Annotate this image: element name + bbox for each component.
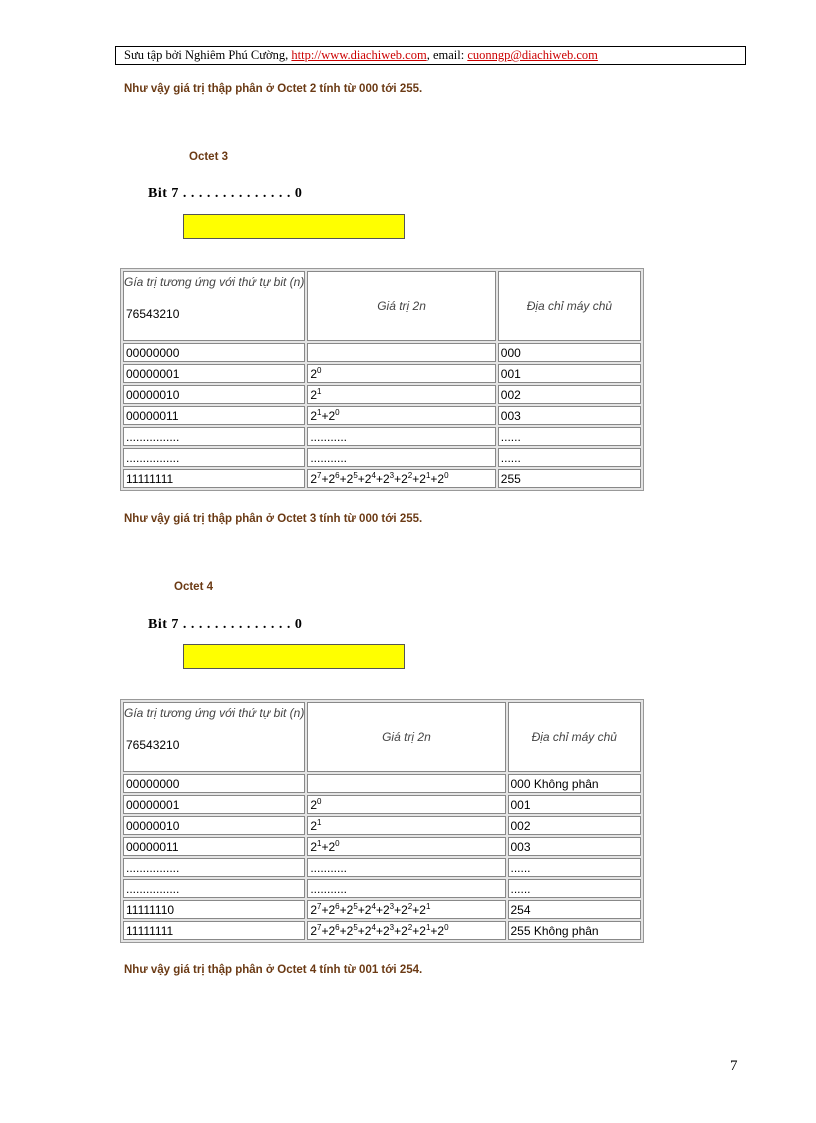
power-cell: $2^0$ xyxy=(307,364,495,383)
exponent: 1 xyxy=(317,817,322,827)
table-row xyxy=(123,837,641,856)
exponent: 0 xyxy=(317,365,322,375)
binary-cell: ................ xyxy=(123,858,305,877)
power-cell: $2^1+2^0$ xyxy=(307,837,505,856)
octet4-table xyxy=(120,699,644,943)
page-number: 7 xyxy=(730,1058,738,1074)
power-cell: ........... xyxy=(307,879,505,898)
col-address-header: Địa chỉ máy chủ xyxy=(498,271,641,341)
table-row xyxy=(123,406,641,425)
website-link[interactable]: http://www.diachiweb.com xyxy=(291,48,427,62)
power-cell: $2^1+2^0$ xyxy=(307,406,495,425)
page-header xyxy=(115,46,746,65)
address-cell: 000 xyxy=(498,343,641,362)
exponent: 1 xyxy=(425,470,431,480)
table-row xyxy=(123,795,641,814)
exponent: 1 xyxy=(317,407,322,417)
exponent: 4 xyxy=(371,922,376,932)
octet4-bit-box xyxy=(183,644,405,669)
exponent: 4 xyxy=(371,470,376,480)
address-cell: 255 Không phân xyxy=(508,921,642,940)
col-power-header: Giá trị 2n xyxy=(307,702,505,772)
power-cell: ........... xyxy=(307,427,495,446)
power-cell: $2^7+2^6+2^5+2^4+2^3+2^2+2^1+2^0$ xyxy=(307,469,495,488)
table-row xyxy=(123,448,641,467)
exponent: 6 xyxy=(335,922,340,932)
binary-cell: 00000001 xyxy=(123,364,305,383)
table-row xyxy=(123,385,641,404)
exponent: 0 xyxy=(335,407,340,417)
binary-cell: 00000000 xyxy=(123,343,305,362)
exponent: 3 xyxy=(389,470,395,480)
binary-cell: ................ xyxy=(123,448,305,467)
binary-cell: ................ xyxy=(123,879,305,898)
exponent: 7 xyxy=(317,470,322,480)
octet4-summary: Như vậy giá trị thập phân ở Octet 4 tính từ 001 tới 254. xyxy=(124,964,423,976)
power-cell xyxy=(307,774,505,793)
binary-cell: 00000001 xyxy=(123,795,305,814)
address-cell: ...... xyxy=(498,448,641,467)
address-cell: 003 xyxy=(498,406,641,425)
binary-cell: 11111110 xyxy=(123,900,305,919)
exponent: 3 xyxy=(389,922,395,932)
address-cell: 255 xyxy=(498,469,641,488)
binary-cell: 00000010 xyxy=(123,816,305,835)
octet3-bit-label: Bit 7 . . . . . . . . . . . . . . 0 xyxy=(148,186,303,201)
address-cell: 254 xyxy=(508,900,642,919)
table-row xyxy=(123,900,641,919)
address-cell: 000 Không phân xyxy=(508,774,642,793)
address-cell: ...... xyxy=(508,879,642,898)
exponent: 6 xyxy=(335,901,340,911)
table-row xyxy=(123,921,641,940)
table-row xyxy=(123,469,641,488)
power-cell: $2^0$ xyxy=(307,795,505,814)
binary-cell: 00000011 xyxy=(123,837,305,856)
octet2-summary: Như vậy giá trị thập phân ở Octet 2 tính từ 000 tới 255. xyxy=(124,83,423,95)
exponent: 1 xyxy=(317,386,322,396)
octet3-bit-box xyxy=(183,214,405,239)
exponent: 1 xyxy=(317,838,322,848)
address-cell: 002 xyxy=(508,816,642,835)
col-bit-order-header: Gía trị tương ứng với thứ tự bit (n) 76543210 xyxy=(123,702,305,772)
col-bit-order-header: Gía trị tương ứng với thứ tự bit (n) 76543210 xyxy=(123,271,305,341)
exponent: 1 xyxy=(425,901,431,911)
header-credit: Sưu tập bởi Nghiêm Phú Cường, xyxy=(124,48,292,62)
table-row xyxy=(123,858,641,877)
exponent: 5 xyxy=(353,922,358,932)
exponent: 7 xyxy=(317,901,322,911)
exponent: 0 xyxy=(335,838,340,848)
bit-positions: 76543210 xyxy=(126,307,180,321)
address-cell: 001 xyxy=(498,364,641,383)
binary-cell: 00000000 xyxy=(123,774,305,793)
header-email-label: , email: xyxy=(426,48,468,62)
power-cell: $2^1$ xyxy=(307,385,495,404)
octet3-summary: Như vậy giá trị thập phân ở Octet 3 tính từ 000 tới 255. xyxy=(124,513,423,525)
table-row xyxy=(123,343,641,362)
table-row xyxy=(123,774,641,793)
bit-positions: 76543210 xyxy=(126,738,180,752)
exponent: 0 xyxy=(317,796,322,806)
binary-cell: 11111111 xyxy=(123,469,305,488)
address-cell: 002 xyxy=(498,385,641,404)
email-link[interactable]: cuonngp@diachiweb.com xyxy=(467,48,598,62)
address-cell: ...... xyxy=(508,858,642,877)
table-row xyxy=(123,364,641,383)
exponent: 7 xyxy=(317,922,322,932)
octet4-bit-label: Bit 7 . . . . . . . . . . . . . . 0 xyxy=(148,617,303,632)
power-cell: ........... xyxy=(307,858,505,877)
binary-cell: 11111111 xyxy=(123,921,305,940)
address-cell: 001 xyxy=(508,795,642,814)
exponent: 2 xyxy=(407,470,413,480)
binary-cell: 00000011 xyxy=(123,406,305,425)
exponent: 0 xyxy=(444,922,449,932)
binary-cell: ................ xyxy=(123,427,305,446)
table-row xyxy=(123,816,641,835)
power-cell: $2^7+2^6+2^5+2^4+2^3+2^2+2^1+2^0$ xyxy=(307,921,505,940)
power-cell: $2^7+2^6+2^5+2^4+2^3+2^2+2^1$ xyxy=(307,900,505,919)
octet3-table xyxy=(120,268,644,491)
exponent: 3 xyxy=(389,901,395,911)
table-header-row xyxy=(123,271,641,341)
exponent: 5 xyxy=(353,901,358,911)
exponent: 5 xyxy=(353,470,358,480)
exponent: 4 xyxy=(371,901,376,911)
col-address-header: Địa chỉ máy chủ xyxy=(508,702,642,772)
table-row xyxy=(123,879,641,898)
binary-cell: 00000010 xyxy=(123,385,305,404)
exponent: 2 xyxy=(407,901,413,911)
table-header-row xyxy=(123,702,641,772)
address-cell: ...... xyxy=(498,427,641,446)
table-row xyxy=(123,427,641,446)
exponent: 2 xyxy=(407,922,413,932)
col-power-header: Giá trị 2n xyxy=(307,271,495,341)
exponent: 6 xyxy=(335,470,340,480)
octet3-title: Octet 3 xyxy=(189,151,228,163)
power-cell xyxy=(307,343,495,362)
exponent: 0 xyxy=(444,470,449,480)
exponent: 1 xyxy=(425,922,431,932)
power-cell: $2^1$ xyxy=(307,816,505,835)
power-cell: ........... xyxy=(307,448,495,467)
octet4-title: Octet 4 xyxy=(174,581,213,593)
address-cell: 003 xyxy=(508,837,642,856)
